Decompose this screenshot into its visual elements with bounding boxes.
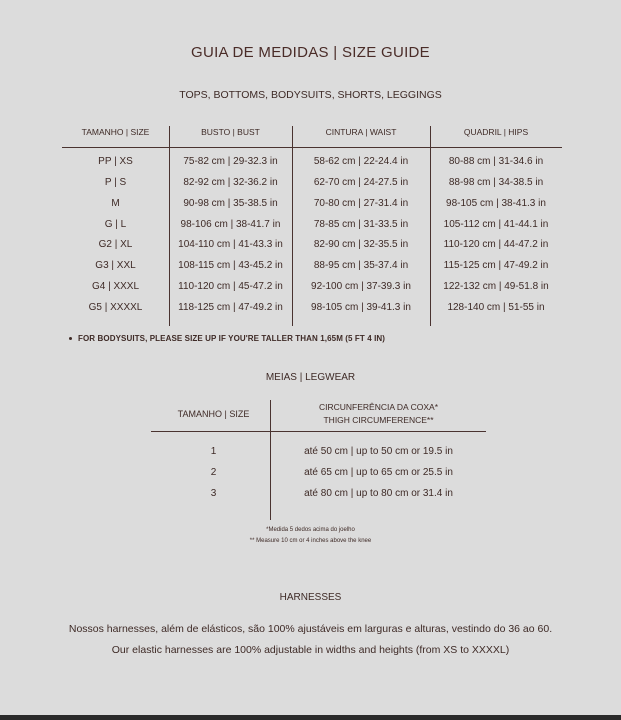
hips-cell: 98-105 cm | 38-41.3 in <box>446 198 546 209</box>
waist-cell: 82-90 cm | 32-35.5 in <box>313 239 409 250</box>
thigh-cell: até 80 cm | up to 80 cm or 31.4 in <box>304 488 453 499</box>
waist-cell: 58-62 cm | 22-24.4 in <box>313 156 409 167</box>
harnesses-title: HARNESSES <box>279 592 342 603</box>
hips-cell: 115-125 cm | 47-49.2 in <box>443 260 549 271</box>
size-cell: G5 | XXXXL <box>88 302 143 313</box>
bodysuit-note <box>69 334 385 343</box>
hips-cell: 110-120 cm | 44-47.2 in <box>443 239 549 250</box>
legwear-title: MEIAS | LEGWEAR <box>265 372 356 383</box>
waist-cell: 62-70 cm | 24-27.5 in <box>313 177 409 188</box>
header-thigh-line2: THIGH CIRCUMFERENCE** <box>323 415 434 425</box>
bust-cell: 108-115 cm | 43-45.2 in <box>178 260 283 271</box>
footnote-en: ** Measure 10 cm or 4 inches above the knee <box>249 538 372 544</box>
header-hips: QUADRIL | HIPS <box>463 127 529 137</box>
waist-cell: 88-95 cm | 35-37.4 in <box>313 260 409 271</box>
legwear-size-cell: 2 <box>210 467 217 478</box>
size-cell: G3 | XXL <box>95 260 136 271</box>
bust-cell: 98-106 cm | 38-41.7 in <box>180 219 281 230</box>
size-cell: G4 | XXXL <box>91 281 140 292</box>
bullet-icon <box>69 337 72 340</box>
legwear-size-cell: 1 <box>210 446 217 457</box>
header-thigh-line1: CIRCUNFERÊNCIA DA COXA* <box>318 402 439 412</box>
header-size: TAMANHO | SIZE <box>81 127 150 137</box>
bodysuit-note-text: FOR BODYSUITS, PLEASE SIZE UP IF YOU'RE TALLER THAN 1,65M (5 FT 4 IN) <box>78 334 386 343</box>
hips-cell: 80-88 cm | 31-34.6 in <box>448 156 544 167</box>
page-title: GUIA DE MEDIDAS | SIZE GUIDE <box>190 44 430 61</box>
categories-subtitle: TOPS, BOTTOMS, BODYSUITS, SHORTS, LEGGINGS <box>179 89 442 101</box>
table-header-divider <box>151 431 486 432</box>
waist-cell: 98-105 cm | 39-41.3 in <box>311 302 411 313</box>
waist-cell: 78-85 cm | 31-33.5 in <box>313 219 409 230</box>
hips-cell: 105-112 cm | 41-44.1 in <box>443 219 549 230</box>
bust-cell: 82-92 cm | 32-36.2 in <box>183 177 278 188</box>
legwear-table <box>151 400 486 520</box>
size-cell: PP | XS <box>98 156 133 167</box>
bust-cell: 90-98 cm | 35-38.5 in <box>183 198 278 209</box>
legwear-size-cell: 3 <box>210 488 217 499</box>
bust-cell: 118-125 cm | 47-49.2 in <box>178 302 283 313</box>
bust-cell: 110-120 cm | 45-47.2 in <box>178 281 283 292</box>
thigh-cell: até 65 cm | up to 65 cm or 25.5 in <box>304 467 453 478</box>
hips-cell: 88-98 cm | 34-38.5 in <box>448 177 544 188</box>
header-size: TAMANHO | SIZE <box>177 409 250 419</box>
footnote-pt: *Medida 5 dedos acima do joelho <box>266 527 355 533</box>
size-table <box>62 126 562 326</box>
header-bust: BUSTO | BUST <box>201 127 260 137</box>
waist-cell: 92-100 cm | 37-39.3 in <box>311 281 411 292</box>
waist-cell: 70-80 cm | 27-31.4 in <box>313 198 409 209</box>
size-cell: G2 | XL <box>98 239 133 250</box>
hips-cell: 128-140 cm | 51-55 in <box>447 302 545 313</box>
bust-cell: 104-110 cm | 41-43.3 in <box>178 239 283 250</box>
size-cell: P | S <box>104 177 127 188</box>
header-waist: CINTURA | WAIST <box>325 127 397 137</box>
bottom-edge-bar <box>0 715 621 720</box>
thigh-cell: até 50 cm | up to 50 cm or 19.5 in <box>304 446 453 457</box>
harnesses-text-en: Our elastic harnesses are 100% adjustable in widths and heights (from XS to XXXXL) <box>111 644 510 656</box>
bust-cell: 75-82 cm | 29-32.3 in <box>183 156 278 167</box>
size-cell: G | L <box>104 219 127 230</box>
size-cell: M <box>111 198 120 209</box>
harnesses-text-pt: Nossos harnesses, além de elásticos, são 100% ajustáveis em larguras e alturas, vestindo do 36 ao 60. <box>68 623 553 635</box>
hips-cell: 122-132 cm | 49-51.8 in <box>443 281 549 292</box>
table-header-divider <box>62 147 562 148</box>
